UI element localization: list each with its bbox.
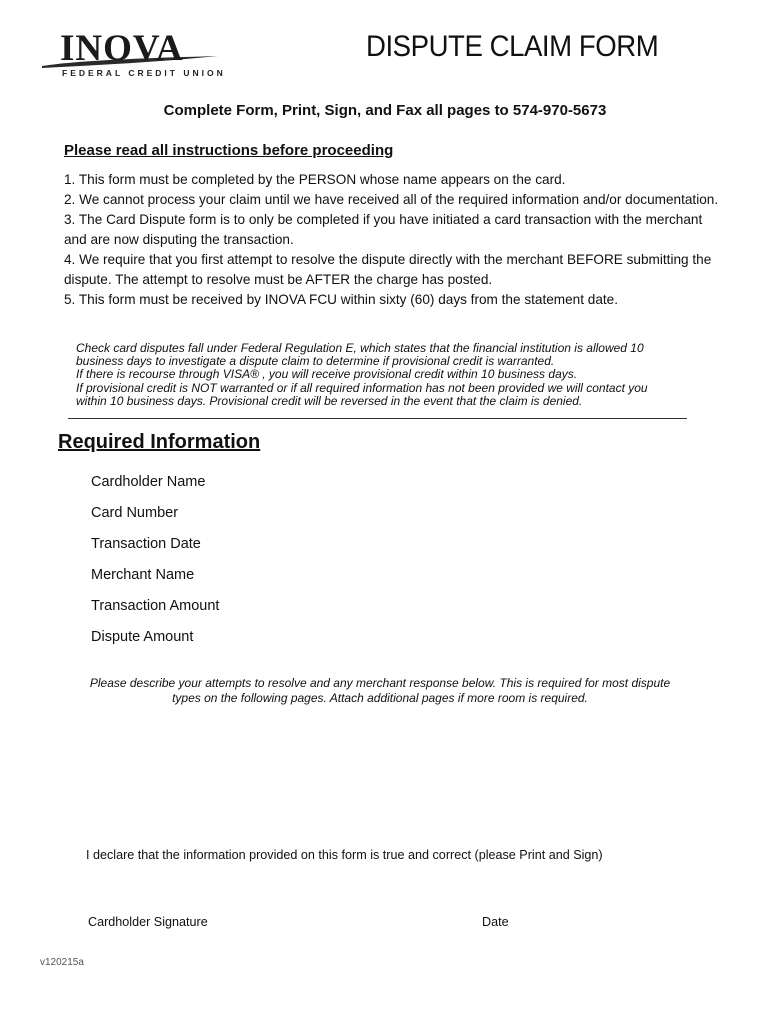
transaction-date-field[interactable]: Transaction Date — [91, 536, 201, 552]
cardholder-name-field[interactable]: Cardholder Name — [91, 474, 206, 490]
instruction-item: 4. We require that you first attempt to resolve the dispute directly with the merchant BEFORE submitting the dispute. The attempt to resolve must be AFTER the charge has posted. — [64, 252, 712, 287]
version-label: v120215a — [40, 957, 84, 968]
instruction-item: 1. This form must be completed by the PERSON whose name appears on the card. — [64, 172, 566, 187]
cardholder-signature-field[interactable]: Cardholder Signature — [88, 915, 208, 929]
required-info-heading: Required Information — [58, 431, 261, 453]
inova-logo — [40, 28, 226, 80]
merchant-name-field[interactable]: Merchant Name — [91, 567, 195, 583]
regulation-note-line: business days to investigate a dispute claim to determine if provisional credit is warranted. — [76, 354, 555, 369]
date-field[interactable]: Date — [482, 915, 509, 929]
regulation-note-line: within 10 business days. Provisional credit will be reversed in the event that the claim is denied. — [76, 393, 583, 408]
fax-instruction: Complete Form, Print, Sign, and Fax all pages to 574-970-5673 — [163, 102, 607, 119]
instructions-heading: Please read all instructions before proceeding — [64, 142, 394, 159]
regulation-note-line: If provisional credit is NOT warranted or if all required information has not been provided we will contact you — [76, 380, 648, 395]
instruction-item: 3. The Card Dispute form is to only be completed if you have initiated a card transaction with the merchant and are now disputing the transaction. — [64, 212, 703, 247]
dispute-amount-field[interactable]: Dispute Amount — [91, 629, 194, 645]
regulation-note-line: Check card disputes fall under Federal Regulation E, which states that the financial institution is allowed 10 — [76, 341, 644, 355]
transaction-amount-field[interactable]: Transaction Amount — [91, 598, 220, 614]
instruction-item: 5. This form must be received by INOVA FCU within sixty (60) days from the statement date. — [64, 292, 619, 307]
form-title: DISPUTE CLAIM FORM — [366, 30, 659, 63]
describe-note — [50, 676, 710, 706]
instruction-item: 2. We cannot process your claim until we have received all of the required information and/or documentation. — [64, 192, 719, 207]
regulation-note — [76, 342, 696, 408]
section-divider — [68, 418, 687, 419]
card-number-field[interactable]: Card Number — [91, 505, 179, 521]
logo-text: INOVA — [60, 28, 184, 69]
declaration-text: I declare that the information provided on this form is true and correct (please Print and Sign) — [86, 848, 603, 862]
describe-note-line: Please describe your attempts to resolve and any merchant response below. This is required for most dispute — [89, 676, 671, 690]
logo-subtitle: FEDERAL CREDIT UNION — [62, 68, 226, 78]
regulation-note-line: If there is recourse through VISA® , you will receive provisional credit within 10 business days. — [76, 367, 578, 382]
describe-note-line: types on the following pages. Attach additional pages if more room is required. — [172, 691, 588, 705]
instructions-list — [64, 170, 724, 310]
